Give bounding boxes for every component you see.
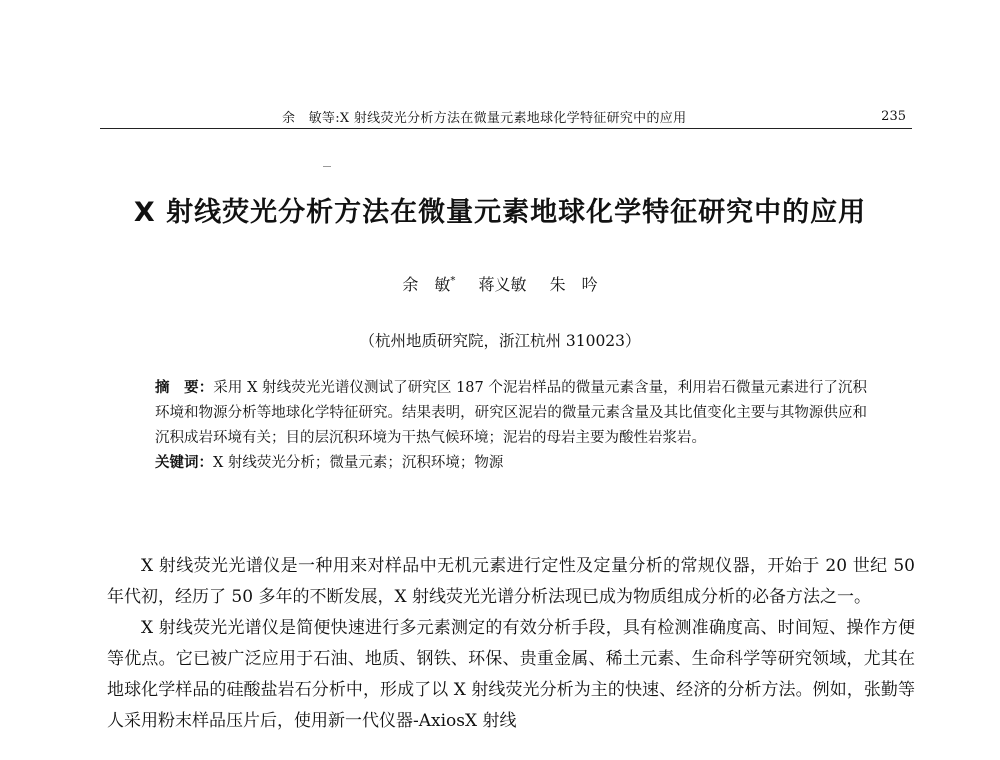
- body-paragraph: X 射线荧光光谱仪是一种用来对样品中无机元素进行定性及定量分析的常规仪器，开始于 20 世纪 50 年代初，经历了 50 多年的不断发展，X 射线荧光光谱分析法现已成为物质组成分析的必备方法之一。: [107, 556, 915, 607]
- keywords-text: X 射线荧光分析；微量元素；沉积环境；物源: [213, 455, 504, 471]
- keywords-label: 关键词：: [155, 455, 213, 471]
- author-name: 余 敏*: [402, 275, 456, 294]
- article-title: X 射线荧光分析方法在微量元素地球化学特征研究中的应用: [133, 197, 867, 228]
- affiliation: （杭州地质研究院，浙江杭州 310023）: [359, 332, 641, 350]
- abstract-text: 采用 X 射线荧光光谱仪测试了研究区 187 个泥岩样品的微量元素含量，利用岩石微量元素进行了沉积环境和物源分析等地球化学特征研究。结果表明，研究区泥岩的微量元素含量及其比值变化主要与其物源供应和沉积成岩环境有关；目的层沉积环境为干热气候环境；泥岩的母岩主要为酸性岩浆岩。: [155, 380, 868, 446]
- author-name: 蒋义敏: [478, 275, 527, 294]
- abstract-label: 摘 要：: [155, 380, 214, 396]
- abstract-paragraph: [155, 376, 867, 451]
- body-text: [107, 551, 915, 737]
- running-header: [100, 106, 912, 129]
- running-title: 余 敏等:X 射线荧光分析方法在微量元素地球化学特征研究中的应用: [282, 111, 687, 126]
- abstract-block: [155, 376, 867, 476]
- keywords-paragraph: [155, 451, 867, 476]
- page-number: 235: [881, 109, 906, 124]
- body-paragraph: X 射线荧光光谱仪是简便快速进行多元素测定的有效分析手段，具有检测准确度高、时间短、操作方便等优点。它已被广泛应用于石油、地质、钢铁、环保、贵重金属、稀土元素、生命科学等研究领域，尤其在地球化学样品的硅酸盐岩石分析中，形成了以 X 射线荧光分析为主的快速、经济的分析方法。例如，张勤等人采用粉末样品压片后，使用新一代仪器-AxiosX 射线: [107, 618, 915, 731]
- scan-mark: [323, 166, 331, 167]
- author-name: 朱 吟: [549, 275, 598, 294]
- author-list: [0, 272, 1000, 295]
- corresponding-mark: *: [450, 275, 456, 287]
